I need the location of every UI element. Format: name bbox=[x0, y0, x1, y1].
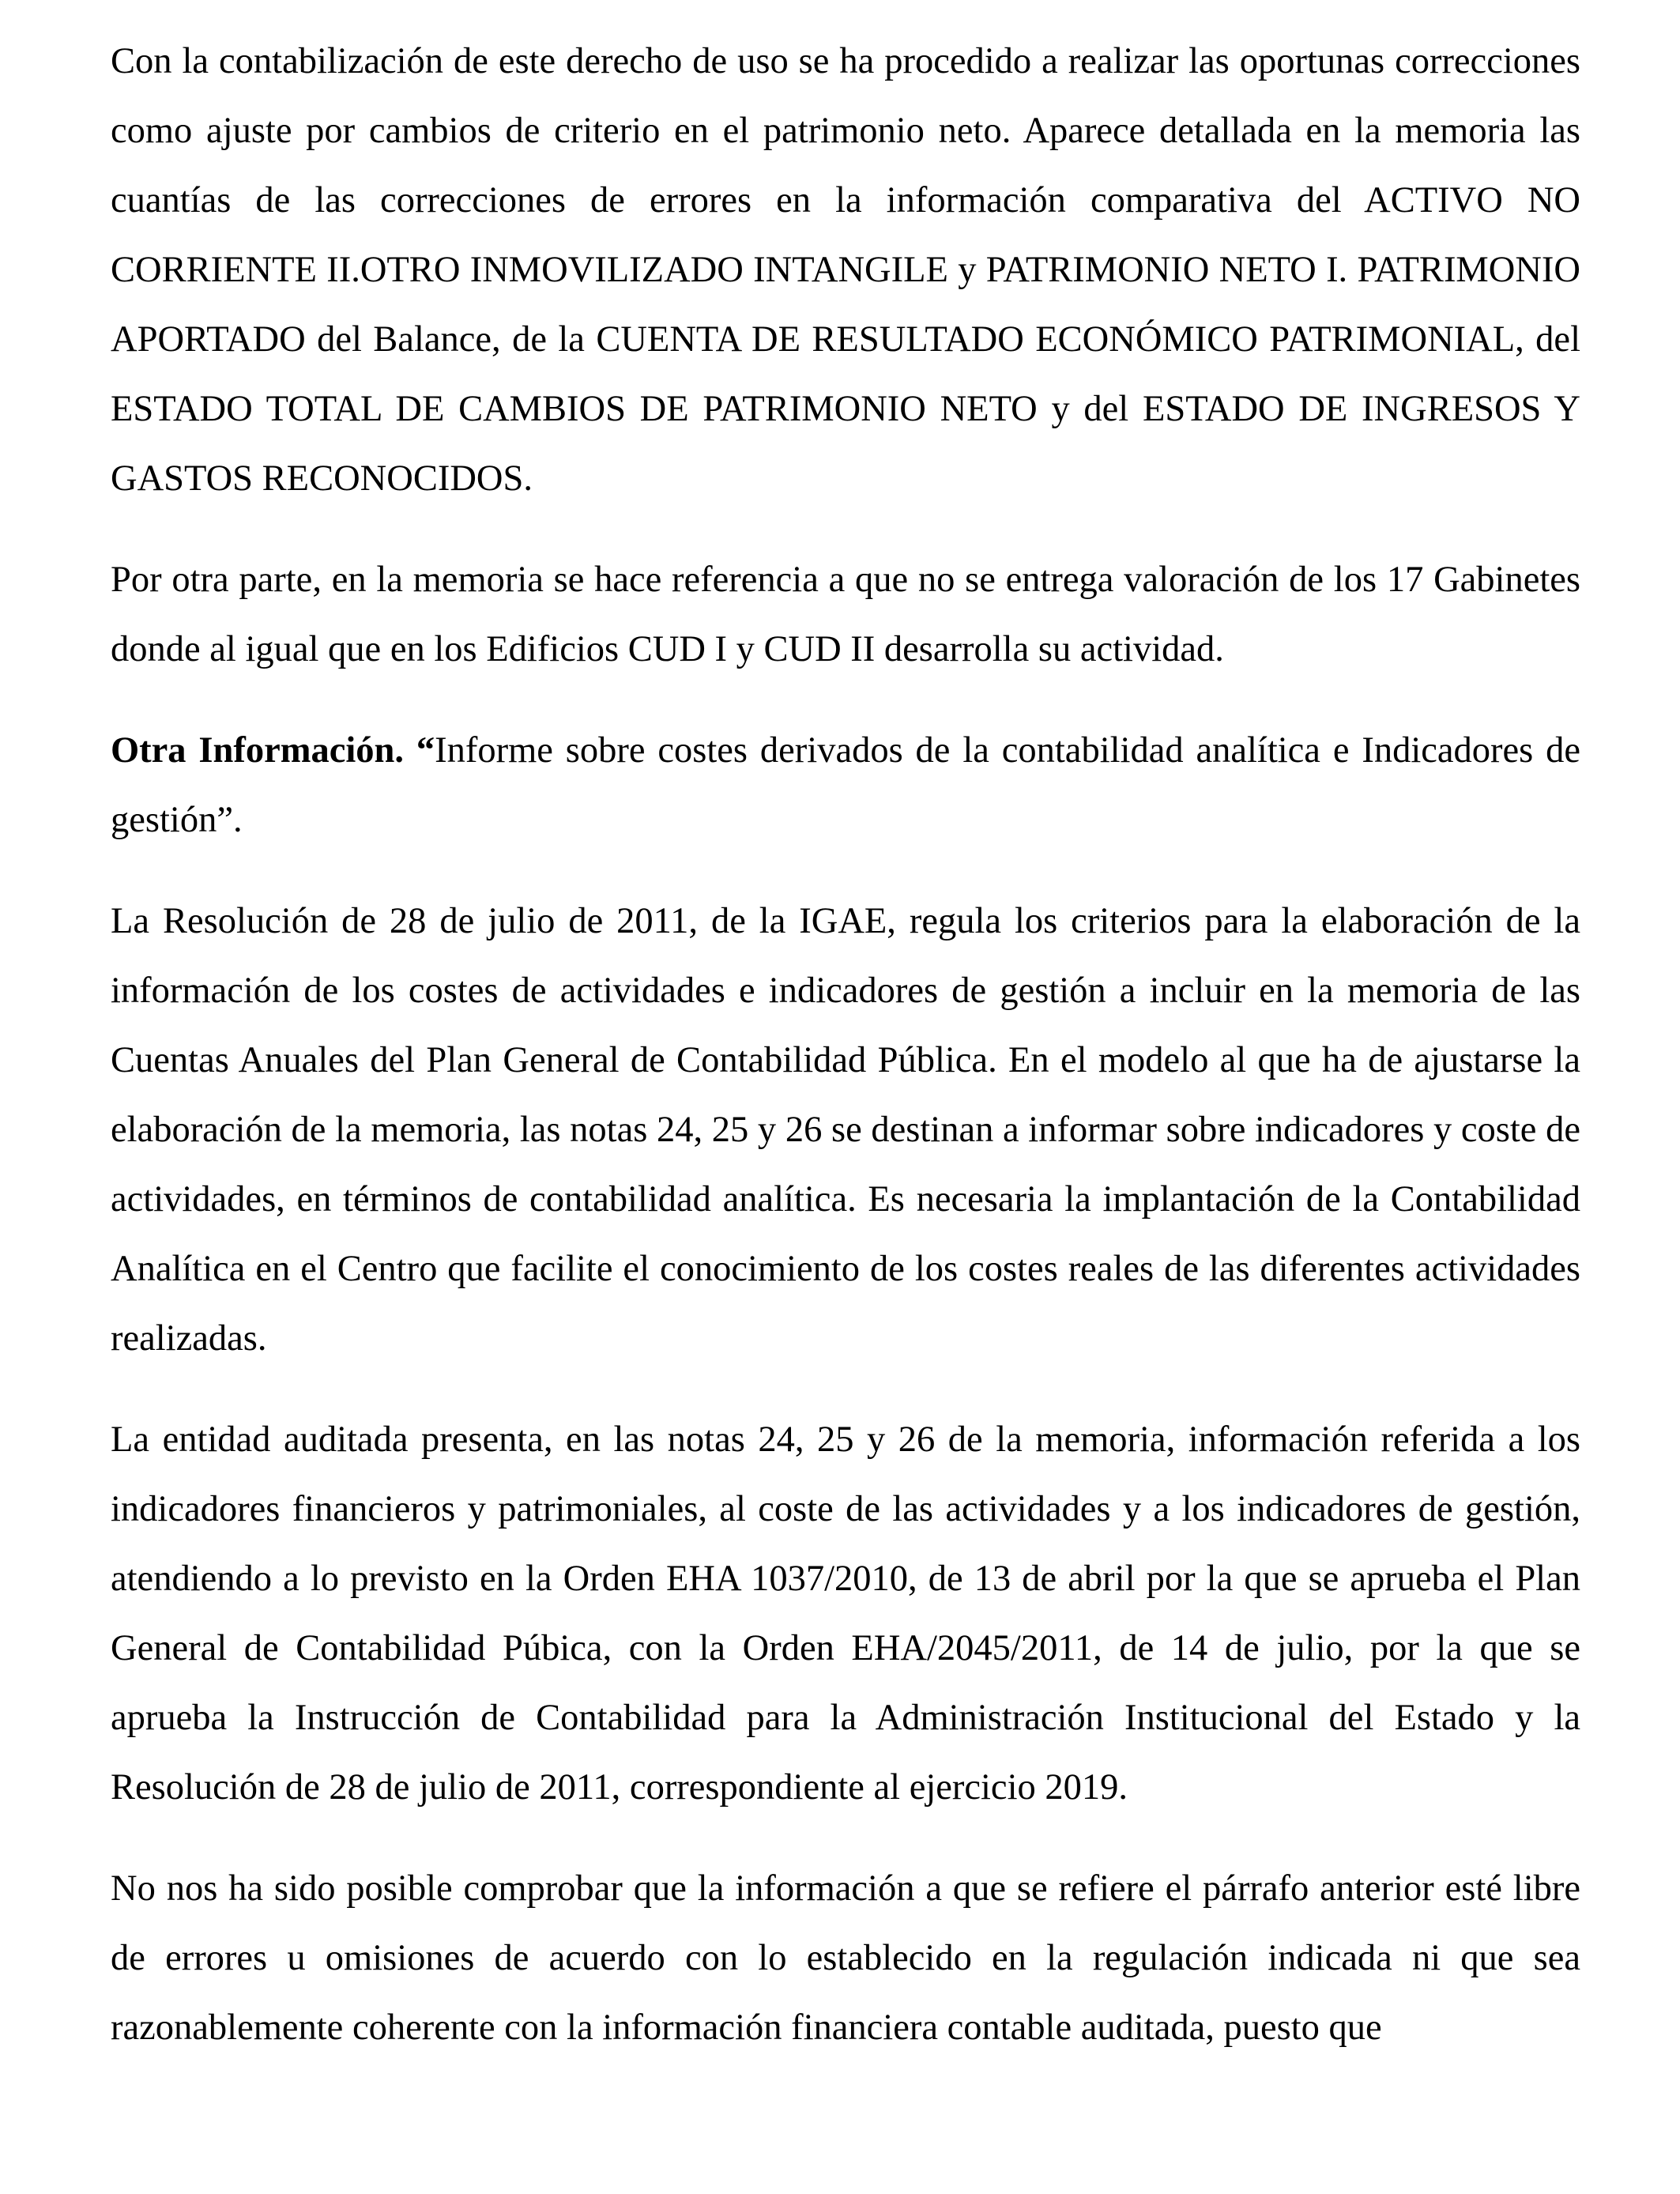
paragraph-resolucion bbox=[111, 887, 1580, 1374]
section-heading: Otra Información. “ bbox=[111, 730, 435, 771]
paragraph-text: Por otra parte, en la memoria se hace referencia a que no se entrega valoración de los 17 Gabinetes donde al igual que en los Edificios CUD I y CUD II desarrolla su actividad. bbox=[111, 560, 1580, 669]
paragraph-entidad-auditada bbox=[111, 1405, 1580, 1823]
paragraph-text: Con la contabilización de este derecho de uso se ha procedido a realizar las oportunas correcciones como ajuste por cambios de criterio en el patrimonio neto. Aparece detallada en la memoria las cuantías de las correcciones de errores en la información comparativa del ACTIVO NO CORRIENTE II.OTRO INMOVILIZADO INTANGILE y PATRIMONIO NETO I. PATRIMONIO APORTADO del Balance, de la CUENTA DE RESULTADO ECONÓMICO PATRIMONIAL, del ESTADO TOTAL DE CAMBIOS DE PATRIMONIO NETO y del ESTADO DE INGRESOS Y GASTOS RECONOCIDOS. bbox=[111, 41, 1580, 499]
paragraph-text: No nos ha sido posible comprobar que la información a que se refiere el párrafo anterior esté libre de errores u omisiones de acuerdo con lo establecido en la regulación indicada ni que sea razonablemente coherente con la información financiera contable auditada, puesto que bbox=[111, 1868, 1580, 2048]
document-page bbox=[111, 27, 1580, 2094]
paragraph-text: La Resolución de 28 de julio de 2011, de la IGAE, regula los criterios para la elaboración de la información de los costes de actividades e indicadores de gestión a incluir en la memoria de las Cuentas Anuales del Plan General de Contabilidad Pública. En el modelo al que ha de ajustarse la elaboración de la memoria, las notas 24, 25 y 26 se destinan a informar sobre indicadores y coste de actividades, en términos de contabilidad analítica. Es necesaria la implantación de la Contabilidad Analítica en el Centro que facilite el conocimiento de los costes reales de las diferentes actividades realizadas. bbox=[111, 901, 1580, 1359]
paragraph-correcciones bbox=[111, 27, 1580, 514]
paragraph-gabinetes bbox=[111, 545, 1580, 684]
paragraph-text: La entidad auditada presenta, en las notas 24, 25 y 26 de la memoria, información referida a los indicadores financieros y patrimoniales, al coste de las actividades y a los indicadores de gestión, atendiendo a lo previsto en la Orden EHA 1037/2010, de 13 de abril por la que se aprueba el Plan General de Contabilidad Púbica, con la Orden EHA/2045/2011, de 14 de julio, por la que se aprueba la Instrucción de Contabilidad para la Administración Institucional del Estado y la Resolución de 28 de julio de 2011, correspondiente al ejercicio 2019. bbox=[111, 1419, 1580, 1808]
paragraph-text: Informe sobre costes derivados de la contabilidad analítica e Indicadores de gestión”. bbox=[111, 730, 1580, 840]
paragraph-otra-informacion bbox=[111, 716, 1580, 855]
paragraph-no-posible bbox=[111, 1854, 1580, 2063]
